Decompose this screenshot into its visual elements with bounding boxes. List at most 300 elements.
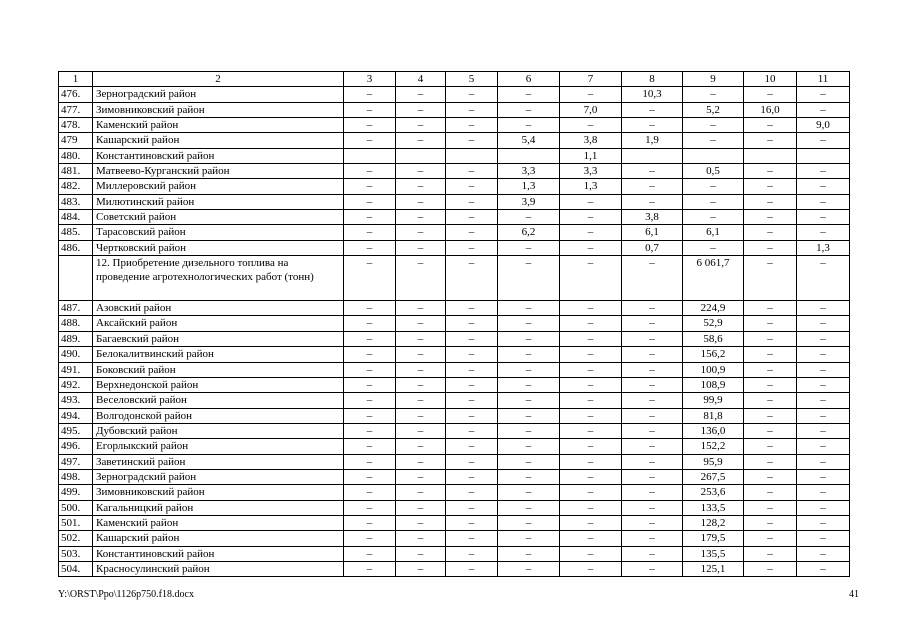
table-row (59, 87, 850, 102)
value-cell: – (344, 301, 396, 316)
table-row (59, 454, 850, 469)
table-row (59, 210, 850, 225)
value-cell: – (396, 240, 446, 255)
table-row (59, 561, 850, 576)
value-cell: – (396, 454, 446, 469)
value-cell: – (446, 500, 498, 515)
value-cell: – (446, 408, 498, 423)
value-cell: 58,6 (683, 331, 744, 346)
value-cell: 125,1 (683, 561, 744, 576)
value-cell: – (344, 133, 396, 148)
value-cell: – (622, 469, 683, 484)
value-cell: – (744, 331, 797, 346)
value-cell: – (683, 87, 744, 102)
value-cell (344, 148, 396, 163)
value-cell: – (344, 347, 396, 362)
value-cell: – (744, 194, 797, 209)
column-header: 8 (622, 72, 683, 87)
value-cell: – (446, 561, 498, 576)
value-cell: – (622, 102, 683, 117)
table-row (59, 469, 850, 484)
table-row (59, 164, 850, 179)
value-cell: – (622, 347, 683, 362)
value-cell: – (498, 393, 560, 408)
value-cell: 108,9 (683, 377, 744, 392)
value-cell: – (396, 102, 446, 117)
value-cell: – (622, 118, 683, 133)
value-cell: – (446, 194, 498, 209)
value-cell: – (797, 331, 850, 346)
value-cell: – (744, 118, 797, 133)
value-cell (498, 148, 560, 163)
value-cell: 224,9 (683, 301, 744, 316)
district-name: Каменский район (93, 118, 344, 133)
value-cell: 3,3 (560, 164, 622, 179)
value-cell: – (446, 485, 498, 500)
value-cell: – (797, 454, 850, 469)
row-number: 486. (59, 240, 93, 255)
value-cell: – (744, 546, 797, 561)
value-cell: – (498, 469, 560, 484)
value-cell: – (797, 439, 850, 454)
value-cell: – (498, 439, 560, 454)
value-cell: – (797, 561, 850, 576)
value-cell: – (622, 194, 683, 209)
value-cell: – (744, 240, 797, 255)
row-number (59, 256, 93, 301)
value-cell: – (622, 377, 683, 392)
value-cell: – (498, 377, 560, 392)
row-number: 487. (59, 301, 93, 316)
value-cell: – (797, 316, 850, 331)
value-cell: – (396, 485, 446, 500)
value-cell: – (744, 531, 797, 546)
district-name: Верхнедонской район (93, 377, 344, 392)
value-cell: 1,3 (498, 179, 560, 194)
column-header: 3 (344, 72, 396, 87)
value-cell: 6,2 (498, 225, 560, 240)
value-cell: – (344, 423, 396, 438)
value-cell: – (560, 423, 622, 438)
table-row (59, 118, 850, 133)
value-cell: – (622, 439, 683, 454)
value-cell: – (797, 210, 850, 225)
value-cell: – (622, 179, 683, 194)
value-cell: 152,2 (683, 439, 744, 454)
row-number: 492. (59, 377, 93, 392)
value-cell: 253,6 (683, 485, 744, 500)
value-cell: – (446, 179, 498, 194)
table-row (59, 316, 850, 331)
value-cell: – (744, 408, 797, 423)
value-cell: – (446, 210, 498, 225)
value-cell: – (446, 423, 498, 438)
value-cell: 81,8 (683, 408, 744, 423)
value-cell: 10,3 (622, 87, 683, 102)
value-cell: – (744, 439, 797, 454)
value-cell: – (396, 561, 446, 576)
value-cell: – (744, 179, 797, 194)
value-cell: – (797, 515, 850, 530)
value-cell: – (622, 546, 683, 561)
value-cell: – (396, 546, 446, 561)
row-number: 482. (59, 179, 93, 194)
district-name: Егорлыкский район (93, 439, 344, 454)
value-cell: – (446, 240, 498, 255)
header-row (59, 72, 850, 87)
value-cell: – (498, 256, 560, 301)
value-cell: – (498, 316, 560, 331)
data-table (58, 71, 850, 577)
value-cell: – (744, 347, 797, 362)
value-cell: – (344, 500, 396, 515)
value-cell: – (396, 179, 446, 194)
value-cell: – (622, 301, 683, 316)
row-number: 480. (59, 148, 93, 163)
table-row (59, 225, 850, 240)
district-name: Дубовский район (93, 423, 344, 438)
row-number: 496. (59, 439, 93, 454)
row-number: 485. (59, 225, 93, 240)
value-cell: – (744, 485, 797, 500)
row-number: 491. (59, 362, 93, 377)
value-cell: – (622, 561, 683, 576)
value-cell: – (446, 256, 498, 301)
value-cell: – (446, 515, 498, 530)
value-cell: 3,8 (560, 133, 622, 148)
value-cell: – (797, 377, 850, 392)
value-cell: – (560, 362, 622, 377)
district-name: Тарасовский район (93, 225, 344, 240)
value-cell: 1,3 (560, 179, 622, 194)
value-cell: – (498, 87, 560, 102)
district-name: Зимовниковский район (93, 102, 344, 117)
value-cell: – (560, 225, 622, 240)
district-name: Милютинский район (93, 194, 344, 209)
value-cell: – (744, 87, 797, 102)
district-name: Боковский район (93, 362, 344, 377)
value-cell: – (498, 500, 560, 515)
value-cell: – (797, 87, 850, 102)
value-cell: 156,2 (683, 347, 744, 362)
value-cell: – (797, 301, 850, 316)
value-cell: – (797, 133, 850, 148)
value-cell: – (396, 469, 446, 484)
value-cell: – (344, 87, 396, 102)
row-number: 476. (59, 87, 93, 102)
value-cell: – (683, 240, 744, 255)
value-cell: – (446, 316, 498, 331)
table-row (59, 515, 850, 530)
row-number: 488. (59, 316, 93, 331)
row-number: 504. (59, 561, 93, 576)
value-cell: – (560, 454, 622, 469)
column-header: 2 (93, 72, 344, 87)
value-cell: 3,3 (498, 164, 560, 179)
value-cell: – (797, 179, 850, 194)
value-cell (744, 148, 797, 163)
district-name: Багаевский район (93, 331, 344, 346)
value-cell: – (344, 393, 396, 408)
value-cell: – (622, 393, 683, 408)
value-cell: – (396, 377, 446, 392)
district-name: Белокалитвинский район (93, 347, 344, 362)
value-cell: – (744, 393, 797, 408)
row-number: 479 (59, 133, 93, 148)
value-cell: – (396, 515, 446, 530)
row-number: 501. (59, 515, 93, 530)
value-cell: – (560, 301, 622, 316)
value-cell: – (560, 256, 622, 301)
value-cell: – (744, 377, 797, 392)
district-name: Советский район (93, 210, 344, 225)
table-body (59, 72, 850, 577)
value-cell: – (446, 546, 498, 561)
district-name: Заветинский район (93, 454, 344, 469)
value-cell: – (797, 362, 850, 377)
value-cell: – (498, 423, 560, 438)
value-cell: – (446, 87, 498, 102)
value-cell (622, 148, 683, 163)
value-cell: – (396, 393, 446, 408)
value-cell: – (498, 561, 560, 576)
table-row (59, 347, 850, 362)
value-cell: – (797, 408, 850, 423)
value-cell: – (344, 102, 396, 117)
value-cell: – (560, 561, 622, 576)
value-cell: – (446, 362, 498, 377)
value-cell: – (498, 210, 560, 225)
value-cell: 3,8 (622, 210, 683, 225)
value-cell: – (344, 316, 396, 331)
value-cell: – (396, 500, 446, 515)
table-row (59, 500, 850, 515)
page-number: 41 (849, 589, 859, 600)
value-cell: – (622, 454, 683, 469)
value-cell: – (744, 301, 797, 316)
value-cell: – (622, 485, 683, 500)
value-cell: – (560, 531, 622, 546)
value-cell: – (622, 531, 683, 546)
value-cell: – (344, 469, 396, 484)
value-cell: – (744, 256, 797, 301)
value-cell: – (344, 225, 396, 240)
table-row (59, 133, 850, 148)
value-cell: – (498, 347, 560, 362)
value-cell: 7,0 (560, 102, 622, 117)
value-cell: – (396, 210, 446, 225)
table-row (59, 102, 850, 117)
value-cell: – (498, 515, 560, 530)
value-cell: – (344, 561, 396, 576)
value-cell: 99,9 (683, 393, 744, 408)
value-cell: – (344, 377, 396, 392)
value-cell: – (396, 408, 446, 423)
row-number: 502. (59, 531, 93, 546)
row-number: 503. (59, 546, 93, 561)
value-cell: – (744, 210, 797, 225)
value-cell: – (344, 546, 396, 561)
value-cell: – (797, 531, 850, 546)
section-title: 12. Приобретение дизельного топлива на проведение агротехнологических работ (тонн) (93, 256, 344, 301)
value-cell: 1,9 (622, 133, 683, 148)
value-cell: – (797, 256, 850, 301)
value-cell: 6,1 (683, 225, 744, 240)
value-cell: – (797, 485, 850, 500)
column-header: 1 (59, 72, 93, 87)
value-cell: – (396, 194, 446, 209)
value-cell: – (446, 393, 498, 408)
value-cell: – (560, 347, 622, 362)
value-cell: 136,0 (683, 423, 744, 438)
value-cell: – (744, 561, 797, 576)
value-cell: – (344, 515, 396, 530)
value-cell: – (446, 301, 498, 316)
value-cell: – (344, 164, 396, 179)
value-cell: – (560, 485, 622, 500)
value-cell: – (797, 347, 850, 362)
value-cell: 52,9 (683, 316, 744, 331)
row-number: 493. (59, 393, 93, 408)
table-row (59, 408, 850, 423)
row-number: 477. (59, 102, 93, 117)
table-row (59, 301, 850, 316)
value-cell: – (797, 500, 850, 515)
district-name: Кашарский район (93, 531, 344, 546)
table-row (59, 331, 850, 346)
value-cell: – (446, 102, 498, 117)
value-cell: – (797, 423, 850, 438)
value-cell: – (396, 87, 446, 102)
file-path: Y:\ORST\Ppo\1126p750.f18.docx (58, 589, 194, 600)
column-header: 6 (498, 72, 560, 87)
value-cell: 179,5 (683, 531, 744, 546)
value-cell: – (446, 331, 498, 346)
value-cell: – (744, 316, 797, 331)
value-cell: – (344, 439, 396, 454)
value-cell: – (344, 240, 396, 255)
value-cell: 6 061,7 (683, 256, 744, 301)
value-cell: – (744, 469, 797, 484)
table-row (59, 531, 850, 546)
value-cell (446, 148, 498, 163)
table-row (59, 148, 850, 163)
value-cell: – (498, 118, 560, 133)
row-number: 484. (59, 210, 93, 225)
value-cell: 5,4 (498, 133, 560, 148)
value-cell: – (498, 240, 560, 255)
value-cell: – (744, 362, 797, 377)
table-row (59, 393, 850, 408)
value-cell: – (797, 194, 850, 209)
value-cell: – (622, 362, 683, 377)
value-cell: – (683, 118, 744, 133)
value-cell: – (560, 393, 622, 408)
value-cell: – (396, 225, 446, 240)
value-cell: – (560, 408, 622, 423)
table-row (59, 362, 850, 377)
value-cell: – (344, 331, 396, 346)
value-cell: – (622, 500, 683, 515)
value-cell: – (396, 164, 446, 179)
row-number: 478. (59, 118, 93, 133)
value-cell: – (560, 546, 622, 561)
value-cell: – (560, 500, 622, 515)
value-cell: – (446, 225, 498, 240)
column-header: 11 (797, 72, 850, 87)
value-cell: – (560, 316, 622, 331)
value-cell (797, 148, 850, 163)
district-name: Волгодонской район (93, 408, 344, 423)
value-cell: – (797, 102, 850, 117)
value-cell: – (622, 331, 683, 346)
table-row (59, 194, 850, 209)
value-cell: – (396, 362, 446, 377)
value-cell: – (560, 194, 622, 209)
value-cell: 9,0 (797, 118, 850, 133)
value-cell: – (622, 408, 683, 423)
value-cell: – (498, 362, 560, 377)
column-header: 4 (396, 72, 446, 87)
value-cell: – (446, 133, 498, 148)
value-cell: 128,2 (683, 515, 744, 530)
value-cell: – (622, 423, 683, 438)
value-cell: – (744, 133, 797, 148)
column-header: 7 (560, 72, 622, 87)
value-cell: – (744, 454, 797, 469)
value-cell: – (744, 164, 797, 179)
value-cell: – (396, 118, 446, 133)
value-cell: – (683, 194, 744, 209)
district-name: Каменский район (93, 515, 344, 530)
value-cell: – (622, 256, 683, 301)
row-number: 500. (59, 500, 93, 515)
table-row (59, 377, 850, 392)
value-cell: – (622, 164, 683, 179)
value-cell: – (498, 531, 560, 546)
row-number: 483. (59, 194, 93, 209)
value-cell: – (446, 469, 498, 484)
district-name: Красносулинский район (93, 561, 344, 576)
table-row (59, 240, 850, 255)
value-cell: 5,2 (683, 102, 744, 117)
section-row (59, 256, 850, 301)
value-cell: – (797, 469, 850, 484)
value-cell: – (744, 225, 797, 240)
district-name: Зимовниковский район (93, 485, 344, 500)
value-cell: – (560, 331, 622, 346)
value-cell: – (396, 256, 446, 301)
value-cell: – (344, 194, 396, 209)
value-cell: – (396, 301, 446, 316)
value-cell: 267,5 (683, 469, 744, 484)
value-cell: – (498, 301, 560, 316)
value-cell: – (396, 423, 446, 438)
district-name: Аксайский район (93, 316, 344, 331)
value-cell: 1,1 (560, 148, 622, 163)
district-name: Миллеровский район (93, 179, 344, 194)
value-cell: – (560, 240, 622, 255)
value-cell: – (446, 118, 498, 133)
district-name: Зерноградский район (93, 87, 344, 102)
value-cell: – (560, 439, 622, 454)
column-header: 5 (446, 72, 498, 87)
value-cell: – (396, 133, 446, 148)
row-number: 489. (59, 331, 93, 346)
row-number: 497. (59, 454, 93, 469)
value-cell: 135,5 (683, 546, 744, 561)
value-cell: 16,0 (744, 102, 797, 117)
